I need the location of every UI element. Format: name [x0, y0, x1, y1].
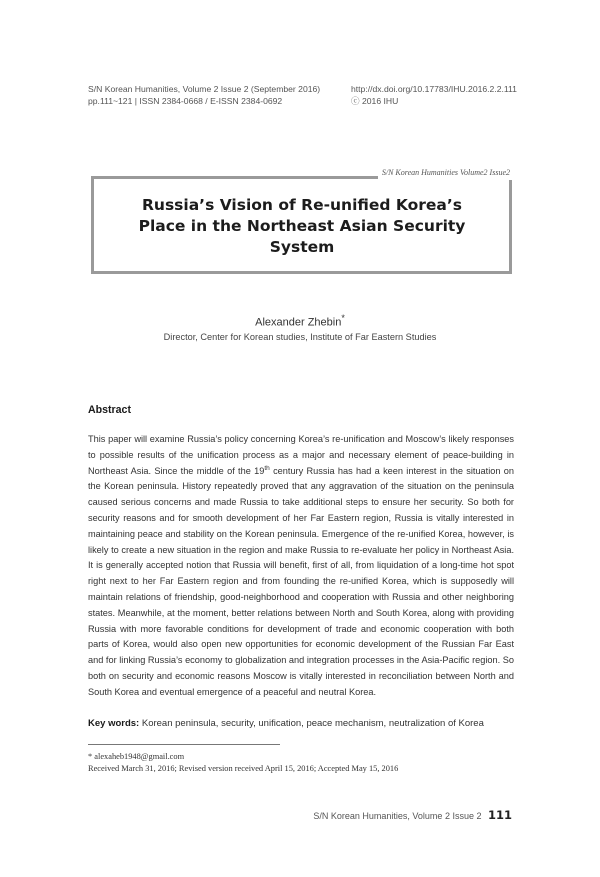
header-pages-issn: pp.111~121 | ISSN 2384-0668 / E-ISSN 2384-0692 [88, 96, 283, 106]
author-footnote-mark: * [341, 313, 345, 323]
paper-title [100, 195, 504, 258]
ordinal-superscript: th [264, 464, 270, 472]
title-line: Russia’s Vision of Re-unified Korea’s [141, 196, 463, 214]
page-footer [313, 808, 512, 822]
footnote-divider [88, 744, 280, 745]
abstract-body [88, 432, 514, 701]
header-citation: S/N Korean Humanities, Volume 2 Issue 2 (September 2016) [88, 84, 321, 94]
title-line: System [269, 238, 335, 256]
keywords-label: Key words: [88, 718, 140, 729]
journal-tab: S/N Korean Humanities Volume2 Issue2 [378, 166, 514, 180]
author-affiliation: Director, Center for Korean studies, Institute of Far Eastern Studies [163, 332, 437, 342]
header-doi[interactable]: http://dx.doi.org/10.17783/IHU.2016.2.2.111 [351, 84, 517, 94]
keywords-list: Korean peninsula, security, unification, peace mechanism, neutralization of Korea [141, 718, 484, 729]
author-name: Alexander Zhebin [255, 316, 342, 329]
header-journal-info [88, 83, 320, 107]
header-copyright: ⓒ 2016 IHU [351, 96, 399, 106]
header-doi-info [351, 83, 517, 107]
abstract-text: This paper will examine Russia’s policy concerning Korea’s re-unification and Moscow’s likely responses to possible results of the unification process as a major and necessary element of peace-building in Northeast Asia. Since the middle of the 19 [88, 434, 514, 476]
abstract-heading: Abstract [88, 404, 131, 416]
keywords [88, 718, 514, 729]
footer-running-title: S/N Korean Humanities, Volume 2 Issue 2 [313, 811, 482, 821]
page-number: 111 [487, 808, 512, 822]
abstract-text: century Russia has had a keen interest in the situation on the Korean peninsula. History repeatedly proved that any aggravation of the situation on the peninsula caused serious concerns and made Russia to take additional steps to ensure her security. So both for security reasons and for smooth development of her Far Eastern region, Russia is vitally interested in maintaining peace and stability on the Korean peninsula. Emergence of the re-unified Korea, however, is likely to create a new situation in the region and make Russia to re-evaluate her policy in Northeast Asia. It is generally accepted notion that Russia will benefit, first of all, from liquidation of a long-time hot spot right next to her Far Eastern region and from founding the re-unified Korea, which is supposedly will maintain relations of friendship, good-neighborhood and cooperation with Russia and other neighboring states. Meanwhile, at the moment, better relations between North and South Korea, along with providing Russia with more favorable conditions for development of trade and economic cooperation with both parts of Korea, would also open new opportunities for economic development of the Russian Far East and for linking Russia’s economy to globalization and integration processes in the Asia-Pacific region. So both on security and economic reasons Moscow is vitally interested in reconciliation between North and South Korea and eventual emergence of a peaceful and neutral Korea. [88, 465, 514, 697]
footnote-email: * alexaheb1948@gmail.com [88, 752, 185, 761]
title-line: Place in the Northeast Asian Security [138, 217, 466, 235]
footnote-received-dates: Received March 31, 2016; Revised version received April 15, 2016; Accepted May 15, 2016 [88, 764, 399, 773]
author-line [0, 313, 600, 329]
